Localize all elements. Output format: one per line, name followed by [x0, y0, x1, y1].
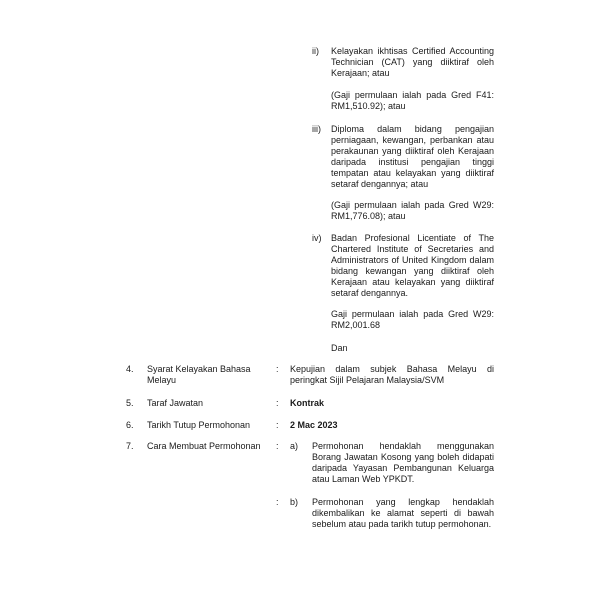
application-item-colon: : [276, 497, 279, 507]
section-value: 2 Mac 2023 [290, 420, 338, 430]
qualification-salary: Gaji permulaan ialah pada Gred W29: RM2,001.68 [331, 309, 494, 330]
application-item-text: Permohonan yang lengkap hendaklah dikembalikan ke alamat seperti di bawah sebelum atau pada tarikh tutup permohonan. [312, 497, 494, 529]
qualification-salary: (Gaji permulaan ialah pada Gred F41: RM1,510.92); atau [331, 90, 494, 111]
section-value: Kepujian dalam subjek Bahasa Melayu di peringkat Sijil Pelajaran Malaysia/SVM [290, 364, 494, 385]
qualification-number: iv) [312, 233, 322, 243]
section-number: 5. [126, 398, 134, 408]
section-colon: : [276, 420, 279, 430]
connector-word: Dan [331, 343, 348, 353]
section-colon: : [276, 364, 279, 374]
section-label: Syarat Kelayakan Bahasa Melayu [147, 364, 251, 385]
section-number: 7. [126, 441, 134, 451]
section-value: Kontrak [290, 398, 325, 408]
qualification-number: ii) [312, 46, 319, 56]
qualification-text: Kelayakan ikhtisas Certified Accounting Technician (CAT) yang diiktiraf oleh Kerajaan; atau [331, 46, 494, 78]
section-label: Taraf Jawatan [147, 398, 204, 408]
section-label: Cara Membuat Permohonan [147, 441, 261, 451]
section-colon: : [276, 441, 279, 451]
application-item-letter: a) [290, 441, 299, 451]
qualification-text: Badan Profesional Licentiate of The Chartered Institute of Secretaries and Administrators of United Kingdom dalam bidang kewangan yang diiktiraf oleh Kerajaan atau kelayakan yang diiktiraf setaraf dengannya. [331, 233, 494, 298]
qualification-number: iii) [312, 124, 321, 134]
qualification-salary: (Gaji permulaan ialah pada Gred W29: RM1,776.08); atau [331, 200, 494, 221]
section-label: Tarikh Tutup Permohonan [147, 420, 251, 430]
application-item-text: Permohonan hendaklah menggunakan Borang Jawatan Kosong yang boleh didapati daripada Yayasan Pembangunan Keluarga atau Laman Web YPKDT. [312, 441, 494, 484]
application-item-letter: b) [290, 497, 299, 507]
section-number: 6. [126, 420, 134, 430]
qualification-text: Diploma dalam bidang pengajian perniagaan, kewangan, perbankan atau perakaunan yang diiktiraf oleh Kerajaan daripada institusi pengajian tinggi tempatan atau kelayakan yang diiktiraf setaraf dengannya; atau [331, 124, 494, 189]
section-colon: : [276, 398, 279, 408]
section-number: 4. [126, 364, 134, 374]
